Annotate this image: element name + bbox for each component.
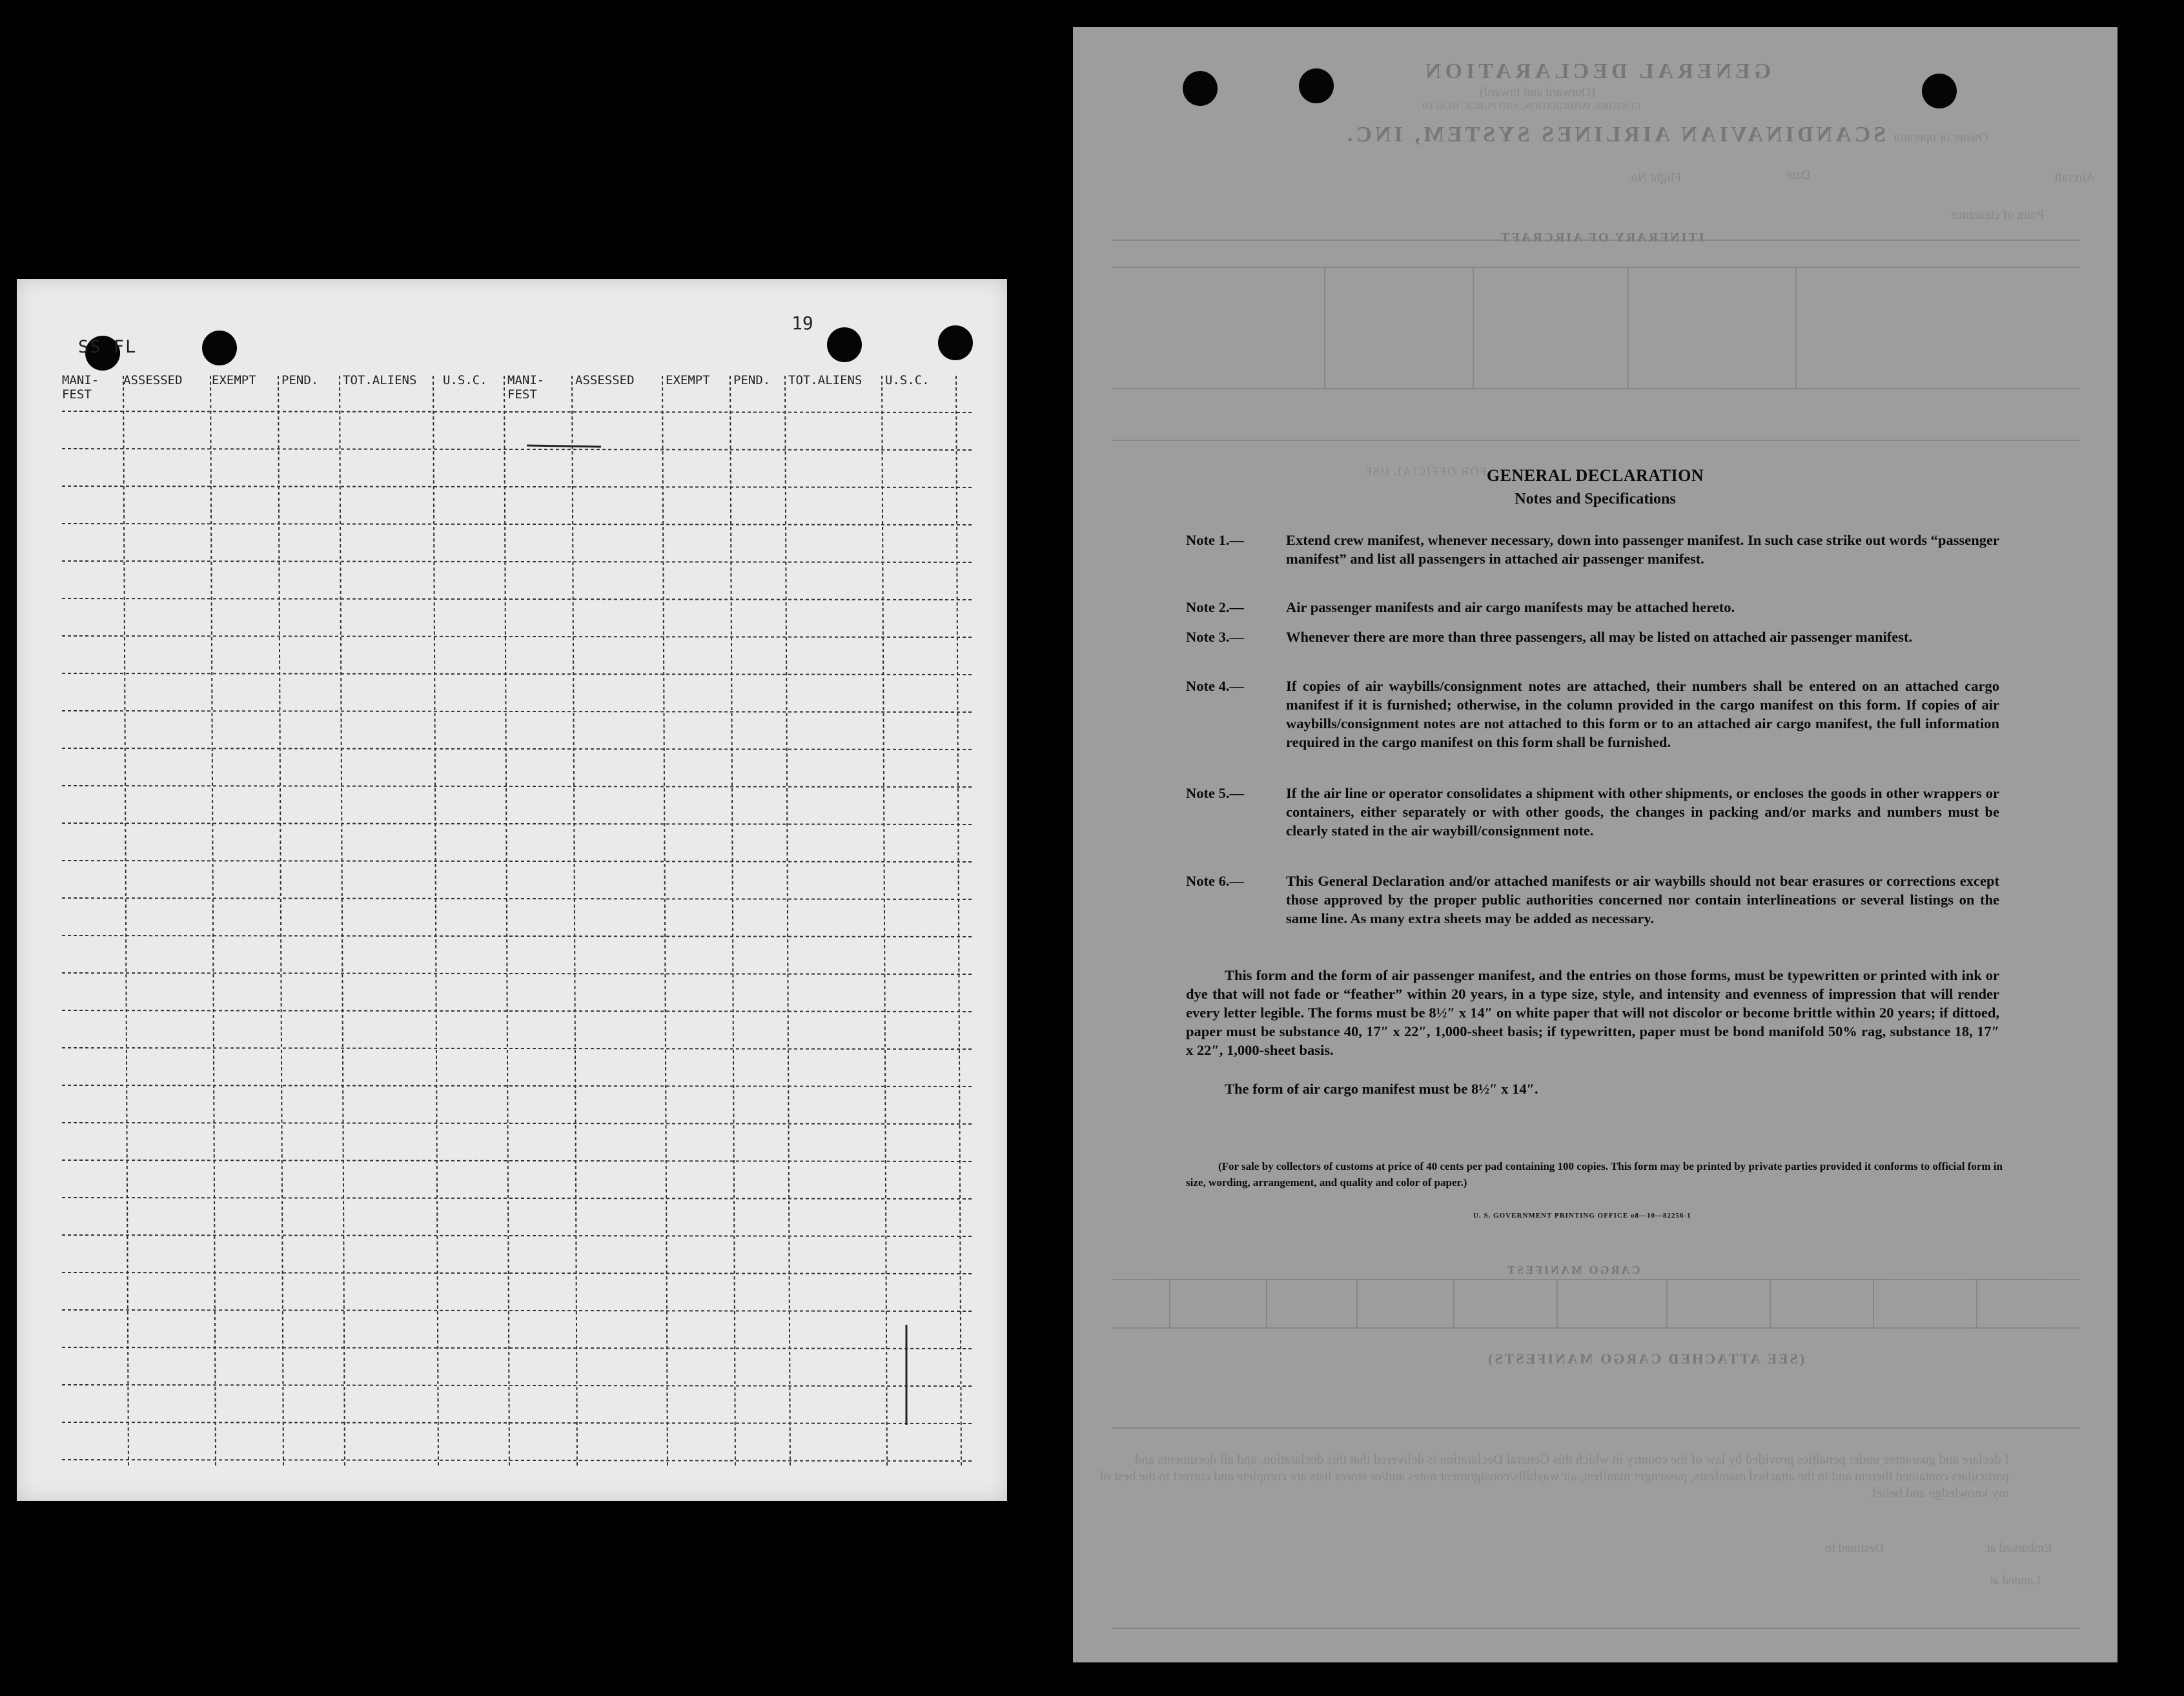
column-header-manifest-2: MANI- FEST bbox=[507, 373, 545, 402]
column-header-usc: U.S.C. bbox=[443, 373, 487, 387]
note-text: This General Declaration and/or attached manifests or air waybills should not bear erasures or corrections except those approved by the proper public authorities concerned nor contain interlineations or several listings on the same line. As many extra sheets may be added as necessary. bbox=[1286, 873, 1999, 926]
bleed-heading: GENERAL DECLARATION bbox=[1422, 59, 1771, 83]
grid-row-rule bbox=[62, 973, 972, 974]
bleed-aircraft-label: Aircraft bbox=[2054, 170, 2096, 185]
grid-row-rule bbox=[62, 935, 972, 937]
grid-row-rule bbox=[62, 1272, 972, 1274]
column-header-manifest: MANI- FEST bbox=[62, 373, 99, 402]
sheet-code: SS FL bbox=[78, 337, 138, 357]
printer-imprint: U. S. GOVERNMENT PRINTING OFFICE o8—10—82256-1 bbox=[1473, 1212, 1691, 1220]
column-header-usc-2: U.S.C. bbox=[885, 373, 930, 387]
column-header-pend-2: PEND. bbox=[733, 373, 771, 387]
grid-column-rule bbox=[785, 376, 790, 1467]
tally-sheet bbox=[17, 279, 1007, 1501]
note-label: Note 2.— bbox=[1186, 599, 1244, 615]
grid-row-rule bbox=[62, 1198, 972, 1199]
grid-row-rule bbox=[62, 748, 972, 750]
grid-row-rule bbox=[62, 598, 972, 600]
grid-column-rule bbox=[662, 376, 668, 1467]
grid-row-rule bbox=[62, 411, 972, 413]
grid-row-rule bbox=[62, 823, 972, 824]
grid-row-rule bbox=[62, 1123, 972, 1124]
grid-row-rule bbox=[62, 1085, 972, 1087]
note-1 bbox=[1186, 531, 1999, 589]
sale-note: (For sale by collectors of customs at price of 40 cents per pad containing 100 copies. This form may be printed by private parties provided it conforms to official form in size, wording, arrangement, and quality and color of paper.) bbox=[1186, 1160, 2003, 1189]
grid-column-rule bbox=[433, 376, 438, 1467]
grid-column-rule bbox=[278, 376, 283, 1467]
column-header-pend: PEND. bbox=[281, 373, 319, 387]
bleed-attached: (SEE ATTACHED CARGO MANIFESTS) bbox=[1486, 1351, 1805, 1367]
grid-column-rule bbox=[882, 376, 887, 1467]
grid-row-rule bbox=[62, 1422, 972, 1424]
bleed-destined-label: Destined to bbox=[1825, 1541, 1884, 1555]
grid-row-rule bbox=[62, 711, 972, 712]
note-2 bbox=[1186, 598, 1999, 617]
declaration-title: GENERAL DECLARATION bbox=[1486, 466, 1704, 485]
grid-column-rule bbox=[123, 376, 128, 1467]
grid-row-rule bbox=[62, 1347, 972, 1349]
year-prefix: 19 bbox=[791, 312, 813, 334]
grid-row-rule bbox=[62, 486, 972, 487]
bleed-date-label: Date bbox=[1786, 168, 1811, 182]
note-5 bbox=[1186, 784, 1999, 861]
note-6 bbox=[1186, 872, 1999, 949]
grid-row-rule bbox=[62, 1385, 972, 1386]
note-text: Extend crew manifest, whenever necessary, down into passenger manifest. In such case strike out words “passenger manifest” and list all passengers in attached air passenger manifest. bbox=[1286, 532, 1999, 567]
grid-row-rule bbox=[62, 561, 972, 562]
bleed-flight-label: Flight No. bbox=[1628, 170, 1682, 185]
note-3 bbox=[1186, 628, 1999, 666]
bleed-declaration-text: I declare and guarantee under penalties provided by law of the country in which this General Declaration is delivered that this declaration, and all documents and particulars contained therein and in the attached manifests, passenger manifest, air waybills/consignment notes and/or stores lists are complete and correct to the best of my knowledge and belief. bbox=[1099, 1451, 2009, 1500]
grid-column-rule bbox=[210, 376, 216, 1467]
grid-column-rule bbox=[340, 376, 345, 1467]
general-declaration-sheet bbox=[1073, 27, 2118, 1662]
grid-row-rule bbox=[62, 1460, 972, 1461]
bleed-clearance-label: Point of clearance bbox=[1951, 208, 2045, 222]
bleed-official-use: FOR OFFICIAL USE bbox=[1363, 465, 1487, 478]
grid-row-rule bbox=[62, 1010, 972, 1012]
note-text: Whenever there are more than three passengers, all may be listed on attached air passenger manifest. bbox=[1286, 629, 1913, 645]
grid-column-rule bbox=[504, 376, 509, 1467]
grid-column-rule bbox=[572, 376, 577, 1467]
bleed-itinerary: ITINERARY OF AIRCRAFT bbox=[1499, 230, 1704, 245]
grid-column-rule bbox=[730, 376, 735, 1467]
bleed-embarked-label: Embarked at bbox=[1986, 1541, 2052, 1555]
grid-row-rule bbox=[62, 524, 972, 525]
grid-row-rule bbox=[62, 673, 972, 675]
grid-row-rule bbox=[62, 449, 972, 450]
note-label: Note 6.— bbox=[1186, 873, 1244, 889]
grid-column-rule bbox=[956, 376, 961, 1467]
grid-row-rule bbox=[62, 1160, 972, 1161]
grid-row-rule bbox=[62, 1310, 972, 1311]
column-header-assessed: ASSESSED bbox=[123, 373, 183, 387]
note-label: Note 5.— bbox=[1186, 785, 1244, 801]
column-header-exempt-2: EXEMPT bbox=[666, 373, 710, 387]
grid-row-rule bbox=[62, 1235, 972, 1236]
form-specification-paragraph: This form and the form of air passenger manifest, and the entries on those forms, must be typewritten or printed with ink or dye that will not fade or “feather” within 20 years, in a type size, style, and intensity and evenness of impression that will render every letter legible. The forms must be 8½″ x 14″ on white paper that will not discolor or become brittle within 20 years; if dittoed, paper must be substance 40, 17″ x 22″, 1,000-sheet basis; if typewritten, paper must be bond manifold 50% rag, substance 18, 17″ x 22″, 1,000-sheet basis. bbox=[1186, 967, 1999, 1058]
grid-row-rule bbox=[62, 786, 972, 787]
column-header-tot-aliens-2: TOT.ALIENS bbox=[788, 373, 862, 387]
note-label: Note 4.— bbox=[1186, 678, 1244, 694]
bleed-agency: CUSTOMS, IMMIGRATION, AND PUBLIC HEALTH bbox=[1422, 101, 1641, 112]
grid-row-rule bbox=[62, 898, 972, 899]
tally-grid bbox=[17, 279, 1007, 1501]
grid-row-rule bbox=[62, 861, 972, 862]
note-label: Note 3.— bbox=[1186, 629, 1244, 645]
cargo-manifest-size: The form of air cargo manifest must be 8½″ x 14″. bbox=[1225, 1081, 1538, 1097]
declaration-subtitle: Notes and Specifications bbox=[1515, 491, 1676, 507]
grid-row-rule bbox=[62, 1048, 972, 1049]
bleed-operator-label: Owner or operator bbox=[1893, 130, 1988, 145]
note-text: If copies of air waybills/consignment notes are attached, their numbers shall be entered on an attached cargo manifest if it is furnished; otherwise, in the column provided in the cargo manifest on this form. If copies of air waybills/consignment notes are not attached to this form or to an attached air cargo manifest, the full information required in the cargo manifest on this form shall be furnished. bbox=[1286, 678, 1999, 750]
note-text: Air passenger manifests and air cargo manifests may be attached hereto. bbox=[1286, 599, 1735, 615]
bleed-cargo-manifest: CARGO MANIFEST bbox=[1505, 1263, 1640, 1276]
note-text: If the air line or operator consolidates a shipment with other shipments, or encloses the goods in other wrappers or containers, either separately or with other goods, the changes in packing and/or marks and numbers must be clearly stated in the air waybill/consignment note. bbox=[1286, 785, 1999, 839]
column-header-assessed-2: ASSESSED bbox=[575, 373, 635, 387]
bleed-operator: SCANDINAVIAN AIRLINES SYSTEM, INC. bbox=[1344, 123, 1886, 147]
column-header-exempt: EXEMPT bbox=[212, 373, 256, 387]
grid-row-rule bbox=[62, 636, 972, 637]
column-header-tot-aliens: TOT.ALIENS bbox=[343, 373, 417, 387]
bleed-subheading: (Outward and Inward) bbox=[1480, 85, 1595, 99]
note-4 bbox=[1186, 677, 1999, 773]
note-label: Note 1.— bbox=[1186, 532, 1244, 548]
bleed-landed-label: Landed at bbox=[1990, 1573, 2041, 1588]
